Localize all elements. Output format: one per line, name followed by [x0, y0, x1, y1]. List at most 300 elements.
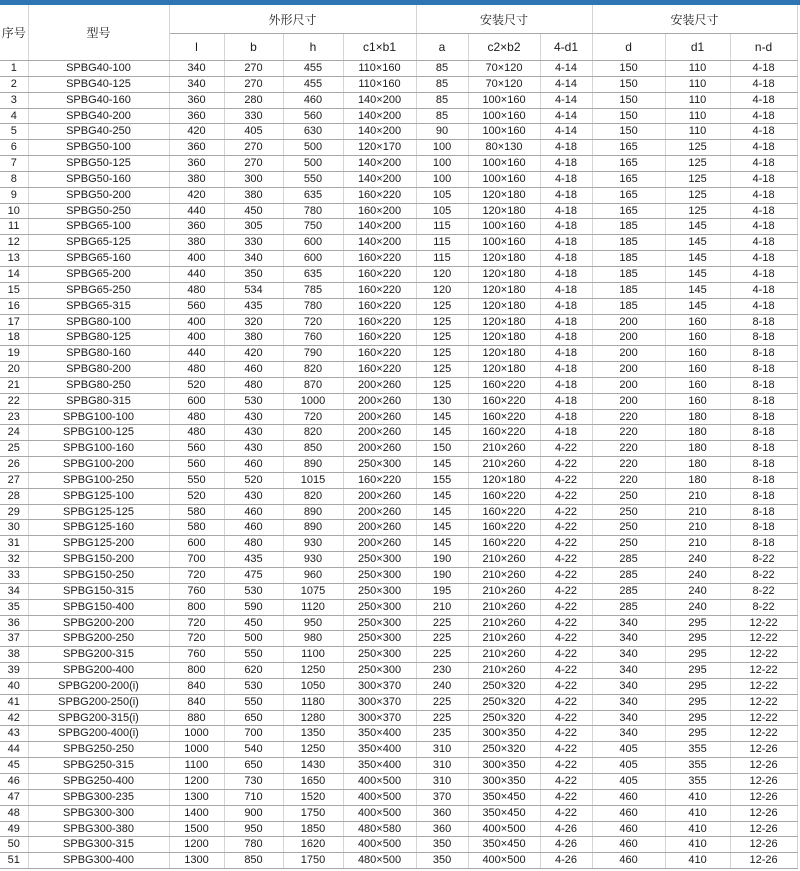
- cell-model: SPBG300-400: [28, 853, 169, 869]
- cell-model: SPBG65-125: [28, 235, 169, 251]
- table-cell: 120×180: [468, 282, 540, 298]
- table-cell: 180: [665, 409, 730, 425]
- table-cell: 360: [169, 92, 224, 108]
- table-cell: 185: [592, 235, 665, 251]
- cell-model: SPBG200-315(i): [28, 710, 169, 726]
- table-cell: 140×200: [343, 156, 416, 172]
- table-cell: 120×180: [468, 298, 540, 314]
- cell-model: SPBG40-100: [28, 61, 169, 77]
- table-cell: 210×260: [468, 441, 540, 457]
- table-cell: 250×300: [343, 615, 416, 631]
- table-cell: 160×220: [468, 425, 540, 441]
- table-row: [0, 124, 797, 140]
- cell-serial: 43: [0, 726, 28, 742]
- table-cell: 840: [169, 694, 224, 710]
- table-cell: 4-18: [730, 124, 797, 140]
- table-cell: 120×180: [468, 187, 540, 203]
- table-cell: 145: [416, 457, 468, 473]
- table-row: [0, 409, 797, 425]
- header-group-row: [0, 5, 797, 34]
- table-cell: 4-18: [540, 156, 592, 172]
- cell-serial: 20: [0, 362, 28, 378]
- cell-model: SPBG150-200: [28, 552, 169, 568]
- table-cell: 650: [224, 758, 283, 774]
- table-cell: 350: [224, 266, 283, 282]
- table-cell: 305: [224, 219, 283, 235]
- table-row: [0, 156, 797, 172]
- table-cell: 160×220: [343, 472, 416, 488]
- table-cell: 520: [169, 488, 224, 504]
- table-cell: 240: [665, 583, 730, 599]
- table-row: [0, 235, 797, 251]
- cell-serial: 26: [0, 457, 28, 473]
- table-cell: 210×260: [468, 568, 540, 584]
- cell-serial: 48: [0, 805, 28, 821]
- cell-model: SPBG125-160: [28, 520, 169, 536]
- table-cell: 1250: [283, 742, 343, 758]
- table-cell: 4-18: [540, 425, 592, 441]
- table-cell: 270: [224, 61, 283, 77]
- table-cell: 720: [169, 615, 224, 631]
- table-cell: 720: [169, 631, 224, 647]
- table-cell: 1280: [283, 710, 343, 726]
- table-cell: 4-18: [540, 377, 592, 393]
- cell-model: SPBG200-200(i): [28, 678, 169, 694]
- table-cell: 295: [665, 710, 730, 726]
- table-cell: 100: [416, 140, 468, 156]
- table-cell: 160×220: [468, 520, 540, 536]
- table-cell: 12-26: [730, 821, 797, 837]
- table-cell: 200: [592, 393, 665, 409]
- table-cell: 125: [416, 377, 468, 393]
- cell-model: SPBG125-100: [28, 488, 169, 504]
- table-cell: 600: [169, 536, 224, 552]
- table-cell: 12-22: [730, 678, 797, 694]
- table-cell: 4-22: [540, 742, 592, 758]
- table-cell: 500: [283, 156, 343, 172]
- table-cell: 4-18: [730, 203, 797, 219]
- table-cell: 4-22: [540, 710, 592, 726]
- table-cell: 480×580: [343, 821, 416, 837]
- table-cell: 480: [224, 377, 283, 393]
- table-row: [0, 552, 797, 568]
- table-cell: 270: [224, 76, 283, 92]
- table-cell: 355: [665, 773, 730, 789]
- table-cell: 210×260: [468, 663, 540, 679]
- table-cell: 4-14: [540, 92, 592, 108]
- table-cell: 4-22: [540, 631, 592, 647]
- table-cell: 250×300: [343, 568, 416, 584]
- table-cell: 785: [283, 282, 343, 298]
- table-cell: 295: [665, 726, 730, 742]
- table-cell: 200×260: [343, 504, 416, 520]
- table-cell: 150: [592, 76, 665, 92]
- table-cell: 1400: [169, 805, 224, 821]
- table-cell: 8-18: [730, 393, 797, 409]
- table-cell: 200×260: [343, 377, 416, 393]
- table-cell: 250: [592, 488, 665, 504]
- table-cell: 4-22: [540, 520, 592, 536]
- table-cell: 160×220: [343, 330, 416, 346]
- table-cell: 160×220: [343, 251, 416, 267]
- table-cell: 534: [224, 282, 283, 298]
- table-cell: 800: [169, 599, 224, 615]
- table-cell: 220: [592, 472, 665, 488]
- table-cell: 700: [169, 552, 224, 568]
- cell-model: SPBG100-250: [28, 472, 169, 488]
- table-cell: 250×300: [343, 457, 416, 473]
- table-row: [0, 504, 797, 520]
- table-row: [0, 251, 797, 267]
- table-cell: 4-18: [540, 235, 592, 251]
- table-cell: 4-22: [540, 758, 592, 774]
- table-cell: 430: [224, 409, 283, 425]
- table-cell: 190: [416, 552, 468, 568]
- table-cell: 145: [665, 219, 730, 235]
- table-cell: 200×260: [343, 488, 416, 504]
- table-cell: 340: [592, 678, 665, 694]
- cell-serial: 17: [0, 314, 28, 330]
- cell-model: SPBG300-315: [28, 837, 169, 853]
- table-row: [0, 758, 797, 774]
- table-cell: 410: [665, 805, 730, 821]
- table-cell: 150: [416, 441, 468, 457]
- table-cell: 4-18: [730, 92, 797, 108]
- table-cell: 125: [416, 330, 468, 346]
- cell-serial: 29: [0, 504, 28, 520]
- table-cell: 1250: [283, 663, 343, 679]
- table-row: [0, 298, 797, 314]
- table-cell: 4-18: [540, 362, 592, 378]
- table-cell: 225: [416, 631, 468, 647]
- table-header: [0, 5, 797, 61]
- table-cell: 12-26: [730, 758, 797, 774]
- table-cell: 4-22: [540, 805, 592, 821]
- table-cell: 380: [169, 235, 224, 251]
- table-cell: 1000: [169, 742, 224, 758]
- table-cell: 360: [416, 821, 468, 837]
- table-row: [0, 377, 797, 393]
- table-row: [0, 615, 797, 631]
- table-cell: 270: [224, 140, 283, 156]
- cell-model: SPBG150-315: [28, 583, 169, 599]
- table-cell: 145: [416, 409, 468, 425]
- table-cell: 145: [665, 235, 730, 251]
- table-cell: 12-26: [730, 853, 797, 869]
- table-cell: 410: [665, 853, 730, 869]
- table-cell: 150: [592, 124, 665, 140]
- table-cell: 240: [416, 678, 468, 694]
- table-cell: 210: [665, 504, 730, 520]
- table-cell: 70×120: [468, 61, 540, 77]
- table-cell: 12-22: [730, 663, 797, 679]
- cell-model: SPBG250-250: [28, 742, 169, 758]
- table-cell: 160×220: [468, 504, 540, 520]
- table-cell: 160: [665, 393, 730, 409]
- table-cell: 560: [169, 457, 224, 473]
- table-cell: 160×220: [343, 298, 416, 314]
- table-cell: 620: [224, 663, 283, 679]
- table-cell: 4-18: [540, 298, 592, 314]
- table-cell: 4-22: [540, 504, 592, 520]
- table-cell: 355: [665, 742, 730, 758]
- table-cell: 340: [592, 631, 665, 647]
- cell-model: SPBG40-200: [28, 108, 169, 124]
- cell-model: SPBG200-250(i): [28, 694, 169, 710]
- table-cell: 350×400: [343, 726, 416, 742]
- table-cell: 12-26: [730, 805, 797, 821]
- table-cell: 150: [592, 108, 665, 124]
- table-cell: 165: [592, 171, 665, 187]
- table-cell: 295: [665, 694, 730, 710]
- table-cell: 200: [592, 377, 665, 393]
- table-cell: 210×260: [468, 583, 540, 599]
- table-cell: 300×370: [343, 694, 416, 710]
- table-cell: 115: [416, 235, 468, 251]
- cell-serial: 32: [0, 552, 28, 568]
- table-cell: 230: [416, 663, 468, 679]
- header-col-4d1: 4-d1: [540, 34, 592, 61]
- cell-model: SPBG80-160: [28, 346, 169, 362]
- table-cell: 1650: [283, 773, 343, 789]
- cell-serial: 28: [0, 488, 28, 504]
- table-cell: 165: [592, 187, 665, 203]
- table-cell: 4-22: [540, 789, 592, 805]
- table-cell: 1200: [169, 837, 224, 853]
- cell-model: SPBG50-160: [28, 171, 169, 187]
- table-cell: 180: [665, 441, 730, 457]
- table-cell: 550: [169, 472, 224, 488]
- table-cell: 185: [592, 251, 665, 267]
- header-group-outer-dimensions: 外形尺寸: [169, 5, 416, 34]
- table-cell: 4-26: [540, 821, 592, 837]
- table-cell: 550: [224, 694, 283, 710]
- cell-serial: 25: [0, 441, 28, 457]
- table-cell: 1180: [283, 694, 343, 710]
- table-cell: 760: [169, 583, 224, 599]
- table-cell: 200×260: [343, 536, 416, 552]
- table-cell: 240: [665, 599, 730, 615]
- table-cell: 200×260: [343, 520, 416, 536]
- table-cell: 240: [665, 552, 730, 568]
- table-cell: 8-18: [730, 536, 797, 552]
- table-cell: 780: [283, 203, 343, 219]
- table-cell: 350×450: [468, 805, 540, 821]
- table-cell: 580: [169, 504, 224, 520]
- cell-serial: 31: [0, 536, 28, 552]
- cell-serial: 14: [0, 266, 28, 282]
- table-cell: 4-18: [730, 76, 797, 92]
- header-col-c1xb1: c1×b1: [343, 34, 416, 61]
- table-cell: 250×320: [468, 678, 540, 694]
- table-cell: 320: [224, 314, 283, 330]
- table-cell: 340: [224, 251, 283, 267]
- table-cell: 520: [224, 472, 283, 488]
- table-cell: 4-22: [540, 599, 592, 615]
- table-cell: 220: [592, 441, 665, 457]
- table-cell: 1120: [283, 599, 343, 615]
- table-cell: 340: [592, 663, 665, 679]
- cell-serial: 6: [0, 140, 28, 156]
- table-cell: 12-26: [730, 773, 797, 789]
- table-row: [0, 520, 797, 536]
- table-cell: 250×320: [468, 694, 540, 710]
- table-cell: 4-18: [540, 393, 592, 409]
- table-cell: 350×400: [343, 758, 416, 774]
- table-cell: 1350: [283, 726, 343, 742]
- cell-serial: 7: [0, 156, 28, 172]
- table-cell: 930: [283, 536, 343, 552]
- cell-serial: 50: [0, 837, 28, 853]
- table-row: [0, 140, 797, 156]
- cell-serial: 40: [0, 678, 28, 694]
- table-cell: 4-22: [540, 536, 592, 552]
- table-cell: 8-18: [730, 472, 797, 488]
- table-cell: 145: [665, 282, 730, 298]
- table-cell: 160: [665, 314, 730, 330]
- table-cell: 840: [169, 678, 224, 694]
- cell-serial: 4: [0, 108, 28, 124]
- table-cell: 1100: [169, 758, 224, 774]
- table-row: [0, 536, 797, 552]
- table-cell: 4-26: [540, 837, 592, 853]
- table-row: [0, 330, 797, 346]
- table-cell: 300×370: [343, 710, 416, 726]
- table-cell: 4-18: [730, 61, 797, 77]
- cell-serial: 45: [0, 758, 28, 774]
- table-cell: 1500: [169, 821, 224, 837]
- table-cell: 185: [592, 266, 665, 282]
- table-cell: 360: [416, 805, 468, 821]
- table-cell: 410: [665, 837, 730, 853]
- cell-model: SPBG65-315: [28, 298, 169, 314]
- table-cell: 12-26: [730, 742, 797, 758]
- table-cell: 295: [665, 631, 730, 647]
- table-cell: 110: [665, 76, 730, 92]
- table-cell: 760: [283, 330, 343, 346]
- table-cell: 160: [665, 362, 730, 378]
- table-cell: 8-18: [730, 441, 797, 457]
- table-cell: 900: [224, 805, 283, 821]
- cell-serial: 35: [0, 599, 28, 615]
- cell-serial: 1: [0, 61, 28, 77]
- table-cell: 85: [416, 92, 468, 108]
- table-cell: 200×260: [343, 393, 416, 409]
- table-cell: 890: [283, 520, 343, 536]
- table-cell: 8-18: [730, 457, 797, 473]
- table-cell: 435: [224, 552, 283, 568]
- table-cell: 410: [665, 821, 730, 837]
- table-cell: 8-18: [730, 362, 797, 378]
- table-cell: 250×300: [343, 599, 416, 615]
- table-cell: 4-22: [540, 678, 592, 694]
- table-cell: 355: [665, 758, 730, 774]
- table-cell: 225: [416, 615, 468, 631]
- table-cell: 4-18: [540, 266, 592, 282]
- table-cell: 1520: [283, 789, 343, 805]
- table-cell: 4-18: [730, 171, 797, 187]
- table-cell: 4-22: [540, 457, 592, 473]
- table-cell: 120×170: [343, 140, 416, 156]
- table-cell: 1300: [169, 853, 224, 869]
- table-cell: 4-14: [540, 108, 592, 124]
- table-cell: 125: [416, 346, 468, 362]
- cell-model: SPBG40-160: [28, 92, 169, 108]
- table-cell: 145: [665, 251, 730, 267]
- table-cell: 360: [169, 108, 224, 124]
- table-cell: 710: [224, 789, 283, 805]
- table-cell: 400×500: [343, 773, 416, 789]
- cell-model: SPBG200-315: [28, 647, 169, 663]
- table-cell: 430: [224, 488, 283, 504]
- table-cell: 210×260: [468, 457, 540, 473]
- table-cell: 580: [169, 520, 224, 536]
- table-cell: 220: [592, 457, 665, 473]
- table-cell: 780: [283, 298, 343, 314]
- table-cell: 250×300: [343, 552, 416, 568]
- table-cell: 4-18: [540, 330, 592, 346]
- table-cell: 4-18: [540, 314, 592, 330]
- table-cell: 120×180: [468, 314, 540, 330]
- table-cell: 300: [224, 171, 283, 187]
- table-cell: 220: [592, 409, 665, 425]
- table-cell: 340: [592, 647, 665, 663]
- table-cell: 110: [665, 108, 730, 124]
- table-cell: 600: [283, 235, 343, 251]
- table-cell: 480: [224, 536, 283, 552]
- table-cell: 1000: [169, 726, 224, 742]
- table-cell: 125: [665, 187, 730, 203]
- table-cell: 1015: [283, 472, 343, 488]
- table-cell: 560: [283, 108, 343, 124]
- table-cell: 340: [592, 726, 665, 742]
- table-cell: 400×500: [468, 853, 540, 869]
- cell-serial: 38: [0, 647, 28, 663]
- table-cell: 160×220: [343, 282, 416, 298]
- table-cell: 1430: [283, 758, 343, 774]
- table-row: [0, 219, 797, 235]
- table-cell: 140×200: [343, 124, 416, 140]
- table-cell: 250×300: [343, 583, 416, 599]
- table-cell: 235: [416, 726, 468, 742]
- table-cell: 200: [592, 330, 665, 346]
- table-cell: 210: [665, 536, 730, 552]
- table-cell: 4-18: [540, 171, 592, 187]
- table-cell: 105: [416, 187, 468, 203]
- table-cell: 4-18: [730, 219, 797, 235]
- table-cell: 4-22: [540, 472, 592, 488]
- header-group-install-dimensions-1: 安装尺寸: [416, 5, 592, 34]
- table-cell: 295: [665, 647, 730, 663]
- cell-model: SPBG300-380: [28, 821, 169, 837]
- cell-serial: 21: [0, 377, 28, 393]
- table-cell: 4-18: [540, 219, 592, 235]
- header-col-h: h: [283, 34, 343, 61]
- table-cell: 460: [224, 457, 283, 473]
- table-cell: 530: [224, 678, 283, 694]
- table-cell: 635: [283, 187, 343, 203]
- table-cell: 120×180: [468, 203, 540, 219]
- cell-model: SPBG125-125: [28, 504, 169, 520]
- table-cell: 350×450: [468, 837, 540, 853]
- table-cell: 650: [224, 710, 283, 726]
- table-cell: 8-18: [730, 409, 797, 425]
- cell-model: SPBG200-400(i): [28, 726, 169, 742]
- table-cell: 8-22: [730, 583, 797, 599]
- table-cell: 590: [224, 599, 283, 615]
- cell-serial: 41: [0, 694, 28, 710]
- table-cell: 980: [283, 631, 343, 647]
